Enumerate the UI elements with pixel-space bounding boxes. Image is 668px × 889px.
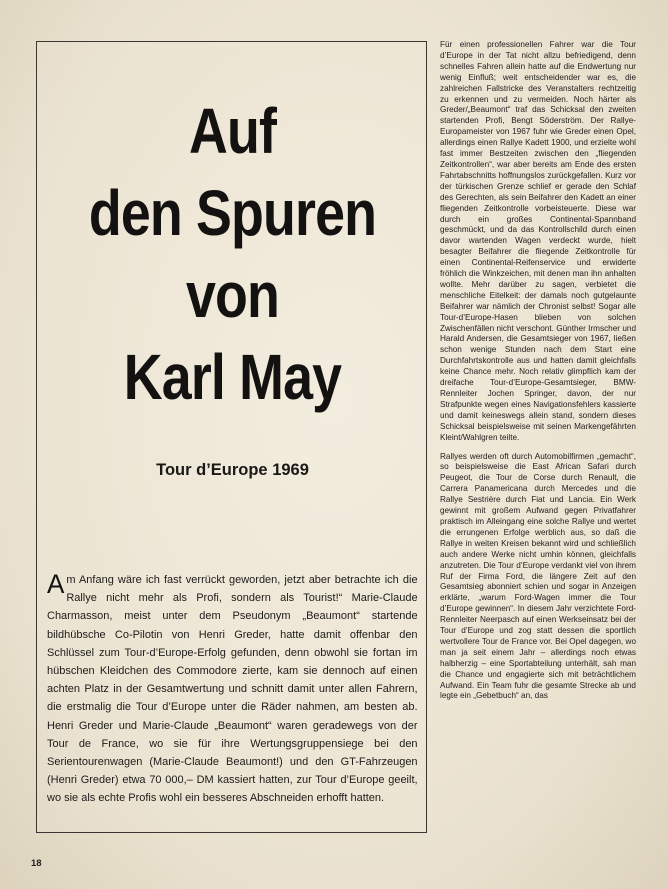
intro-text: m Anfang wäre ich fast verrückt geworden, jetzt aber betrachte ich die Rallye nicht mehr als Profi, sondern als Tourist!“ Marie-Claude Charmasson, meist unter dem Pseudonym „Beaumont“ startende bildhübsche Co-Pilotin von Henri Greder, hatte damit offenbar den Schlüssel zum Tour-d’Europe-Erfolg gefunden, denn obwohl sie fortan im hübschen Kleidchen des Commodore zierte, kam sie dennoch auf einen achten Platz in der Gesamtwertung und schnitt damit unter allen Fahrern, die erstmalig die Tour d’Europe unter die Räder nahmen, am besten ab. Henri Greder und Marie-Claude „Beaumont“ waren geradewegs von der Tour de France, wo sie für ihre Wertungsgruppensiege bei den Serientourenwagen (Marie-Claude Beaumont!) und den GT-Fahrzeugen (Henri Greder) etwa 70 000,– DM kassiert hatten, zur Tour d’Europe geeilt, wo sie als echte Profis wohl ein besseres Abschneiden erhofft hatten.	[47, 574, 418, 805]
page-number: 18	[31, 858, 42, 869]
body-paragraph: Rallyes werden oft durch Automobilfirmen „gemacht“, so beispielsweise die East African Safari durch Peugeot, die Tour de Corse durch Renault, die Carrera Panamericana durch Mercedes und die Rallye Sestrière durch Fiat und Lancia. Ein Werk gewinnt mit großem Aufwand gegen Privatfahrer praktisch im Alleingang eine solche Rallye und wertet die errungenen Erfolge werblich aus, so daß die Rallye in weiten Kreisen bekannt wird und schließlich auch andere Werke nicht umhin können, gleichfalls anzutreten. Die Tour d’Europe verdankt viel von ihrem Ruf der Firma Ford, die längere Zeit auf den Gesamtsieg abonniert schien und sogar in Anzeigen erklärte, „warum Ford-Wagen immer die Tour d’Europe gewinnen“. In diesem Jahr verzichtete Ford-Rennleiter Neerpasch auf einen Werkseinsatz bei der Tour d’Europe und zog statt dessen die sportlich wertvollere Tour de France vor. Bei Opel dagegen, wo man ja seit einem Jahr – allerdings noch etwas halbherzig – eine Sportabteilung unterhält, sah man die Chance und engagierte sich mit beträchtlichem Aufwand. Ein Team fuhr die gesamte Strecke ab und legte ein „Gebetbuch“ an, das	[440, 451, 636, 701]
body-column	[440, 40, 636, 702]
drop-cap: A	[47, 569, 65, 599]
title-line: den Spuren	[88, 177, 377, 249]
body-paragraph: Für einen professionellen Fahrer war die Tour d’Europe in der Tat nicht allzu befriedigend, denn schnelles Fahren allein hatte auf die Endwertung nur wenig Einfluß; weit entscheidender war es, die zahlreichen Fallstricke des Veranstalters rechtzeitig zu erkennen und zu vermeiden. Noch härter als Greder/„Beaumont“ traf das Schicksal den zweiten startenden Profi, Bengt Söderström. Der Rallye-Europameister von 1967 fuhr wie Greder einen Opel, allerdings einen Rallye Kadett 1900, und erzielte wohl fast immer Bestzeiten zwischen den „fliegenden Zeitkontrollen“, war aber bereits am Ende des ersten Fahrtabschnitts hoffnungslos zurückgefallen. Kurz vor der türkischen Grenze schlief er gerade den Schlaf des Gerechten, als sein Beifahrer den Kadett an einer fliegenden Zeitkontrolle vorbeisteuerte. Diese war durch ein großes Continental-Spannband geschmückt, und da das Kontrollschild durch einen davor wartenden Wagen verdeckt wurde, hielt besagter Beifahrer die fliegende Zeitkontrolle für einen Continental-Reifenservice und erwiderte fröhlich die Winkzeichen, mit denen man ihn anhalten wollte. Mehr darüber zu sagen, verbietet die menschliche Eitelkeit: der damals noch gutgelaunte Beifahrer war nämlich der Chronist selbst! Sogar alle Tour-d’Europe-Hasen blieben von solchen Zwischenfällen nicht verschont. Günther Irmscher und Harald Andersen, die Gesamtsieger von 1967, ließen schon wenige Stunden nach dem Start eine Durchfahrtskontrolle aus und hatten damit gleichfalls keine Chance mehr. Noch relativ glimpflich kam der dreifache Tour-d’Europe-Gesamtsieger, BMW-Rennleiter Jochen Springer, davon, der nur Strafpunkte wegen eines Navigationsfehlers kassierte und damit keineswegs allein stand, sondern dieses Schicksal beispielsweise mit seinen Markengefährten Kleint/Wahlgren teilte.	[440, 40, 636, 442]
title-line: Auf	[188, 95, 277, 167]
article-subtitle: Tour d’Europe 1969	[156, 461, 309, 479]
title-line: Karl May	[123, 341, 342, 413]
title-line: von	[185, 259, 280, 331]
article-frame	[36, 41, 427, 833]
intro-paragraph	[47, 571, 418, 808]
article-title	[68, 90, 396, 418]
